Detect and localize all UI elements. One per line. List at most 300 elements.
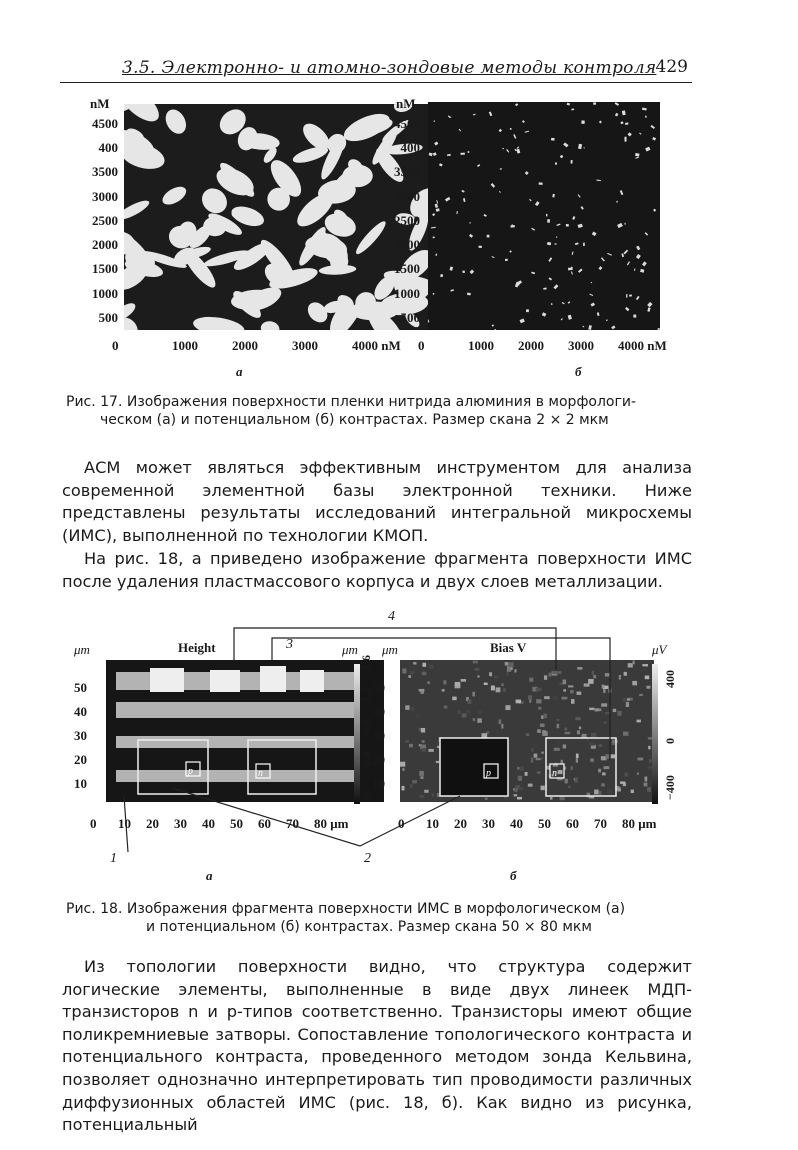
fig18-bar-a-tick: 1,6 — [359, 655, 373, 670]
noise-speck — [644, 783, 648, 787]
noise-speck — [586, 739, 589, 741]
fig18-callout-4: 4 — [388, 609, 395, 624]
noise-speck — [446, 711, 450, 713]
noise-speck — [646, 686, 650, 689]
fig17-y-a-tick: 3000 — [92, 188, 118, 204]
fig17-label-a: а — [236, 364, 243, 379]
noise-speck — [607, 789, 612, 793]
fig17-y-b-tick: 4500 — [394, 116, 420, 131]
noise-speck — [633, 661, 635, 665]
noise-speck — [405, 705, 409, 710]
noise-speck — [613, 709, 616, 712]
noise-speck — [584, 683, 590, 686]
noise-speck — [514, 794, 517, 796]
noise-speck — [461, 679, 466, 682]
noise-speck — [544, 696, 550, 699]
potential-speck — [593, 102, 596, 104]
noise-speck — [555, 741, 560, 745]
potential-speck — [555, 243, 557, 244]
fig17-x-b-tick: 1000 — [468, 338, 494, 353]
fig17-y-b-tick: 3000 — [394, 188, 420, 204]
noise-speck — [543, 714, 546, 719]
noise-speck — [590, 758, 594, 761]
fig17-y-b-tick: 2000 — [394, 237, 420, 253]
noise-speck — [589, 742, 595, 746]
noise-speck — [637, 720, 641, 723]
noise-speck — [571, 699, 574, 704]
noise-speck — [593, 675, 596, 678]
fig18-x-a-tick: 50 — [230, 816, 243, 831]
fig18-callout-3: 3 — [286, 637, 293, 652]
noise-speck — [637, 758, 643, 761]
noise-speck — [455, 682, 460, 686]
noise-speck — [402, 786, 405, 791]
metal-pad — [260, 666, 286, 692]
noise-speck — [577, 730, 580, 734]
noise-speck — [536, 699, 541, 703]
fig18-unit-left: μm — [74, 642, 90, 657]
noise-speck — [599, 744, 602, 747]
fig17-x-b-tick: 4000 nM — [618, 338, 667, 353]
potential-speck — [583, 243, 585, 246]
noise-speck — [419, 771, 424, 776]
fig18-bar-a-tick: 0 — [359, 792, 373, 798]
fig17-x-a-tick: 2000 — [232, 338, 258, 353]
fig18-x-a-tick: 10 — [118, 816, 131, 831]
noise-speck — [536, 758, 541, 760]
noise-speck — [557, 724, 560, 728]
noise-speck — [517, 797, 522, 799]
noise-speck — [595, 708, 599, 711]
fig17-y-a-tick: 2500 — [92, 212, 118, 228]
fig18-box-p-b: p — [486, 768, 491, 779]
fig18-bar-a-tick: 1,2 — [359, 687, 373, 702]
poly-line — [116, 736, 354, 748]
fig17-y-b-tick: 1000 — [394, 285, 420, 301]
noise-speck — [503, 688, 506, 692]
noise-speck — [520, 766, 523, 771]
noise-speck — [544, 675, 547, 679]
fig18-bar-a-tick: 0,4 — [359, 751, 373, 766]
noise-speck — [648, 737, 652, 740]
noise-speck — [444, 706, 448, 709]
noise-speck — [610, 754, 615, 758]
noise-speck — [531, 758, 533, 763]
fig18-caption-line2: и потенциальном (б) контрастах. Размер скана 50 × 80 мкм — [146, 919, 592, 935]
fig17-x-a-tick: 4000 nM — [352, 338, 401, 353]
fig18-y-b-tick: 40 — [372, 704, 385, 719]
fig17-xaxis-b — [418, 338, 708, 358]
noise-speck — [637, 772, 639, 774]
fig18-x-b-tick: 50 — [538, 816, 551, 831]
noise-speck — [528, 784, 533, 787]
fig17-label-b: б — [575, 364, 582, 379]
noise-speck — [429, 665, 433, 669]
noise-speck — [598, 769, 601, 773]
noise-speck — [528, 695, 532, 700]
noise-speck — [505, 662, 509, 665]
noise-speck — [639, 694, 643, 696]
noise-speck — [472, 721, 475, 724]
noise-speck — [565, 732, 571, 734]
noise-speck — [623, 732, 628, 736]
noise-speck — [529, 678, 533, 682]
noise-speck — [627, 699, 630, 701]
potential-speck — [581, 120, 584, 124]
noise-speck — [576, 754, 579, 759]
noise-speck — [477, 675, 479, 677]
potential-speck — [479, 246, 482, 248]
noise-speck — [561, 760, 563, 764]
noise-speck — [561, 697, 567, 700]
noise-speck — [540, 724, 545, 727]
fig17-y-b-tick: 400 — [400, 140, 420, 156]
noise-speck — [531, 748, 533, 752]
fig18-callout-1: 1 — [110, 851, 117, 866]
fig18-box-p-a: p — [188, 766, 193, 777]
fig17-y-a-tick: 3500 — [92, 164, 118, 180]
fig18-x-a-tick: 30 — [174, 816, 187, 831]
noise-speck — [477, 718, 482, 722]
fig18-x-b-tick: 10 — [426, 816, 439, 831]
potential-speck — [629, 295, 632, 297]
noise-speck — [553, 696, 558, 701]
noise-speck — [413, 662, 416, 664]
noise-speck — [402, 669, 406, 674]
noise-speck — [563, 689, 566, 691]
noise-speck — [617, 711, 621, 716]
noise-speck — [514, 788, 518, 792]
noise-speck — [474, 668, 479, 671]
potential-speck — [462, 270, 465, 273]
noise-speck — [568, 786, 571, 788]
noise-speck — [526, 733, 529, 736]
noise-speck — [571, 766, 573, 770]
noise-speck — [501, 724, 503, 729]
fig18-y-b-tick: 20 — [372, 752, 385, 767]
noise-speck — [579, 727, 581, 730]
fig18-unit-bar-a: μm — [342, 642, 358, 657]
noise-speck — [645, 777, 648, 782]
fig17-yaxis-b — [372, 116, 424, 346]
potential-speck — [547, 242, 551, 245]
noise-speck — [428, 749, 433, 752]
noise-speck — [436, 761, 439, 763]
noise-speck — [612, 739, 618, 743]
noise-speck — [468, 699, 472, 704]
noise-speck — [408, 675, 411, 678]
fig18-x-a-tick: 80 μm — [314, 816, 349, 831]
fig18-unit-b-left: μm — [382, 642, 398, 657]
figure-18 — [60, 600, 700, 890]
potential-speck — [526, 309, 529, 312]
fig18-bar-b-tick: −400 — [663, 775, 677, 800]
fig17-x-a-tick: 1000 — [172, 338, 198, 353]
fig18-x-a-tick: 70 — [286, 816, 299, 831]
noise-speck — [575, 717, 580, 720]
noise-speck — [507, 667, 511, 671]
noise-speck — [576, 758, 578, 762]
fig17-caption — [66, 393, 706, 429]
noise-speck — [601, 703, 607, 706]
noise-speck — [568, 685, 573, 687]
fig17-y-a-tick: 1500 — [92, 261, 118, 277]
noise-speck — [554, 748, 560, 751]
potential-speck — [551, 138, 555, 141]
potential-speck — [606, 319, 607, 321]
noise-speck — [619, 675, 621, 680]
potential-speck — [460, 153, 464, 155]
noise-speck — [604, 766, 610, 769]
fig18-box-n-a: n — [258, 768, 263, 779]
fig18-x-a-tick: 20 — [146, 816, 159, 831]
noise-speck — [558, 671, 562, 674]
noise-speck — [473, 661, 478, 664]
noise-speck — [624, 672, 627, 676]
noise-speck — [409, 744, 413, 747]
noise-speck — [491, 686, 495, 691]
noise-speck — [519, 787, 523, 790]
noise-speck — [421, 748, 425, 752]
noise-speck — [400, 762, 405, 767]
metal-pad — [150, 668, 184, 692]
paragraph-3: Из топологии поверхности видно, что структура содержит логические элементы, выполненные в виде двух линеек МДП-транзисторов n и p-типов соответственно. Транзисторы имеют общие поликремниевые затворы. Сопоставление топологического контраста и потенциального контраста, проведенного методом зонда Кельвина, позволяет однозначно интерпретировать тип проводимости различных диффузионных областей ИМС (рис. 18, б). Как видно из рисунка, потенциальный — [62, 957, 692, 1135]
noise-speck — [648, 746, 650, 750]
noise-speck — [472, 692, 475, 697]
noise-speck — [501, 683, 504, 686]
noise-speck — [534, 754, 538, 758]
fig18-x-b-tick: 30 — [482, 816, 495, 831]
noise-speck — [625, 772, 628, 776]
noise-speck — [628, 663, 633, 667]
potential-speck — [502, 148, 503, 149]
noise-speck — [410, 671, 415, 674]
fig18-y-a-tick: 50 — [74, 680, 87, 695]
noise-speck — [497, 688, 500, 690]
fig17-image-b — [428, 102, 660, 330]
noise-speck — [452, 697, 456, 701]
noise-speck — [648, 767, 652, 769]
fig17-y-b-tick: 500 — [400, 309, 420, 325]
noise-speck — [538, 707, 541, 710]
noise-speck — [443, 680, 446, 684]
fig17-unit-b: nM — [396, 96, 416, 111]
noise-speck — [424, 790, 428, 793]
fig18-x-a-tick: 60 — [258, 816, 271, 831]
noise-speck — [604, 722, 607, 724]
noise-speck — [516, 700, 521, 704]
fig18-label-a: а — [206, 868, 213, 883]
noise-speck — [427, 681, 430, 684]
noise-speck — [557, 719, 560, 721]
fig18-y-b-tick: 10 — [372, 776, 385, 791]
noise-speck — [541, 715, 543, 719]
paragraph-1: АСМ может являться эффективным инструментом для анализа современной элементной базы электронной техники. Ниже представлены результаты исследований интегральной микросхемы (ИМС), выполненной по технологии КМОП. — [62, 458, 692, 545]
fig18-x-a-tick: 40 — [202, 816, 215, 831]
noise-speck — [537, 772, 541, 774]
poly-line — [116, 770, 354, 782]
noise-speck — [537, 729, 541, 733]
noise-speck — [645, 676, 649, 680]
noise-speck — [421, 728, 425, 733]
noise-speck — [550, 797, 552, 799]
noise-speck — [548, 673, 551, 677]
running-title: 3.5. Электронно- и атомно-зондовые методы контроля — [122, 58, 657, 78]
noise-speck — [412, 780, 417, 784]
noise-speck — [458, 710, 461, 714]
noise-speck — [632, 681, 637, 685]
noise-speck — [419, 689, 425, 691]
noise-speck — [642, 664, 648, 666]
noise-speck — [484, 683, 488, 685]
noise-speck — [419, 728, 421, 731]
fig18-y-b-tick: 50 — [372, 680, 385, 695]
potential-speck — [539, 182, 543, 184]
fig17-y-a-tick: 1000 — [92, 285, 118, 301]
noise-speck — [416, 714, 421, 717]
noise-speck — [577, 667, 582, 670]
noise-speck — [505, 705, 510, 710]
noise-speck — [649, 759, 652, 763]
potential-speck — [624, 137, 626, 142]
noise-speck — [591, 733, 597, 737]
noise-speck — [563, 745, 566, 749]
noise-speck — [514, 669, 516, 672]
noise-speck — [478, 711, 482, 714]
metal-pad — [210, 670, 240, 692]
noise-speck — [602, 772, 606, 775]
noise-speck — [494, 675, 498, 678]
noise-speck — [599, 791, 601, 795]
noise-speck — [517, 767, 519, 770]
potential-speck — [505, 259, 508, 261]
noise-speck — [592, 671, 594, 676]
noise-speck — [432, 793, 434, 796]
potential-speck — [626, 294, 627, 297]
noise-speck — [422, 740, 425, 742]
fig17-y-a-tick: 4500 — [92, 116, 118, 131]
fig17-x-a-tick: 0 — [112, 338, 119, 353]
fig17-x-b-tick: 0 — [418, 338, 425, 353]
fig18-callout-2: 2 — [364, 851, 371, 866]
fig18-y-a-tick: 30 — [74, 728, 87, 743]
fig18-bar-a-tick: 0,8 — [359, 719, 373, 734]
potential-speck — [510, 128, 512, 130]
noise-speck — [542, 730, 546, 733]
fig18-colorbar-b — [652, 664, 658, 804]
noise-speck — [631, 790, 634, 793]
noise-speck — [559, 796, 564, 800]
noise-speck — [574, 778, 577, 783]
noise-speck — [563, 679, 567, 684]
fig18-caption-line1: Рис. 18. Изображения фрагмента поверхности ИМС в морфологическом (а) — [66, 901, 626, 917]
fig17-unit-a: nM — [90, 96, 110, 111]
noise-speck — [620, 781, 625, 783]
fig18-x-b-tick: 70 — [594, 816, 607, 831]
fig18-title-a: Height — [178, 640, 216, 655]
fig18-x-b-tick: 20 — [454, 816, 467, 831]
fig17-yaxis-a — [70, 116, 122, 346]
noise-speck — [594, 790, 599, 795]
noise-speck — [442, 689, 445, 692]
fig18-bar-b-tick: 0 — [663, 738, 677, 744]
fig18-y-a-tick: 20 — [74, 752, 87, 767]
noise-speck — [552, 671, 557, 674]
noise-speck — [570, 690, 574, 693]
noise-speck — [462, 713, 467, 717]
fig18-bar-b-tick: 400 — [663, 670, 677, 688]
noise-speck — [564, 728, 567, 731]
noise-speck — [536, 688, 542, 691]
noise-speck — [420, 795, 425, 798]
fig18-x-a-tick: 0 — [90, 816, 97, 831]
fig18-y-b-tick: 30 — [372, 728, 385, 743]
noise-speck — [606, 754, 609, 759]
noise-speck — [541, 786, 545, 791]
fig18-caption — [66, 900, 706, 936]
potential-speck — [566, 224, 569, 226]
poly-line — [116, 702, 354, 718]
fig18-y-a-tick: 40 — [74, 704, 87, 719]
fig17-caption-line1: Рис. 17. Изображения поверхности пленки нитрида алюминия в морфологи- — [66, 394, 637, 410]
potential-speck — [547, 219, 550, 222]
fig18-x-b-tick: 40 — [510, 816, 523, 831]
noise-speck — [499, 719, 502, 724]
fig18-y-a-tick: 10 — [74, 776, 87, 791]
page-number: 429 — [655, 57, 688, 77]
fig18-x-b-tick: 80 μm — [622, 816, 657, 831]
noise-speck — [466, 710, 470, 713]
noise-speck — [402, 768, 404, 771]
potential-speck — [487, 235, 490, 238]
noise-speck — [489, 672, 492, 676]
noise-speck — [626, 702, 629, 707]
noise-speck — [577, 692, 582, 695]
potential-speck — [571, 160, 573, 164]
noise-speck — [411, 707, 414, 711]
noise-speck — [602, 685, 605, 689]
noise-speck — [504, 797, 507, 799]
fig17-y-a-tick: 400 — [98, 140, 118, 156]
noise-speck — [601, 783, 605, 786]
noise-speck — [410, 784, 413, 788]
fig17-x-a-tick: 3000 — [292, 338, 318, 353]
fig17-y-a-tick: 500 — [98, 309, 118, 325]
noise-speck — [485, 797, 488, 799]
noise-speck — [647, 787, 651, 791]
fig18-x-b-tick: 60 — [566, 816, 579, 831]
noise-speck — [588, 679, 594, 684]
paragraph-2: На рис. 18, а приведено изображение фрагмента поверхности ИМС после удаления пластмассового корпуса и двух слоев металлизации. — [62, 549, 692, 591]
noise-speck — [422, 672, 427, 676]
potential-speck — [633, 314, 636, 317]
fig18-box-n-b: n — [552, 768, 557, 779]
metal-pad — [300, 670, 324, 692]
noise-speck — [525, 772, 528, 776]
fig17-x-b-tick: 3000 — [568, 338, 594, 353]
potential-speck — [467, 293, 471, 296]
noise-speck — [565, 779, 568, 784]
fig17-x-b-tick: 2000 — [518, 338, 544, 353]
noise-speck — [558, 770, 563, 774]
noise-speck — [508, 662, 514, 667]
noise-speck — [481, 733, 487, 738]
noise-speck — [405, 740, 409, 743]
noise-speck — [540, 756, 543, 759]
fig18-label-b: б — [510, 868, 517, 883]
noise-speck — [420, 776, 423, 779]
noise-speck — [518, 776, 522, 781]
